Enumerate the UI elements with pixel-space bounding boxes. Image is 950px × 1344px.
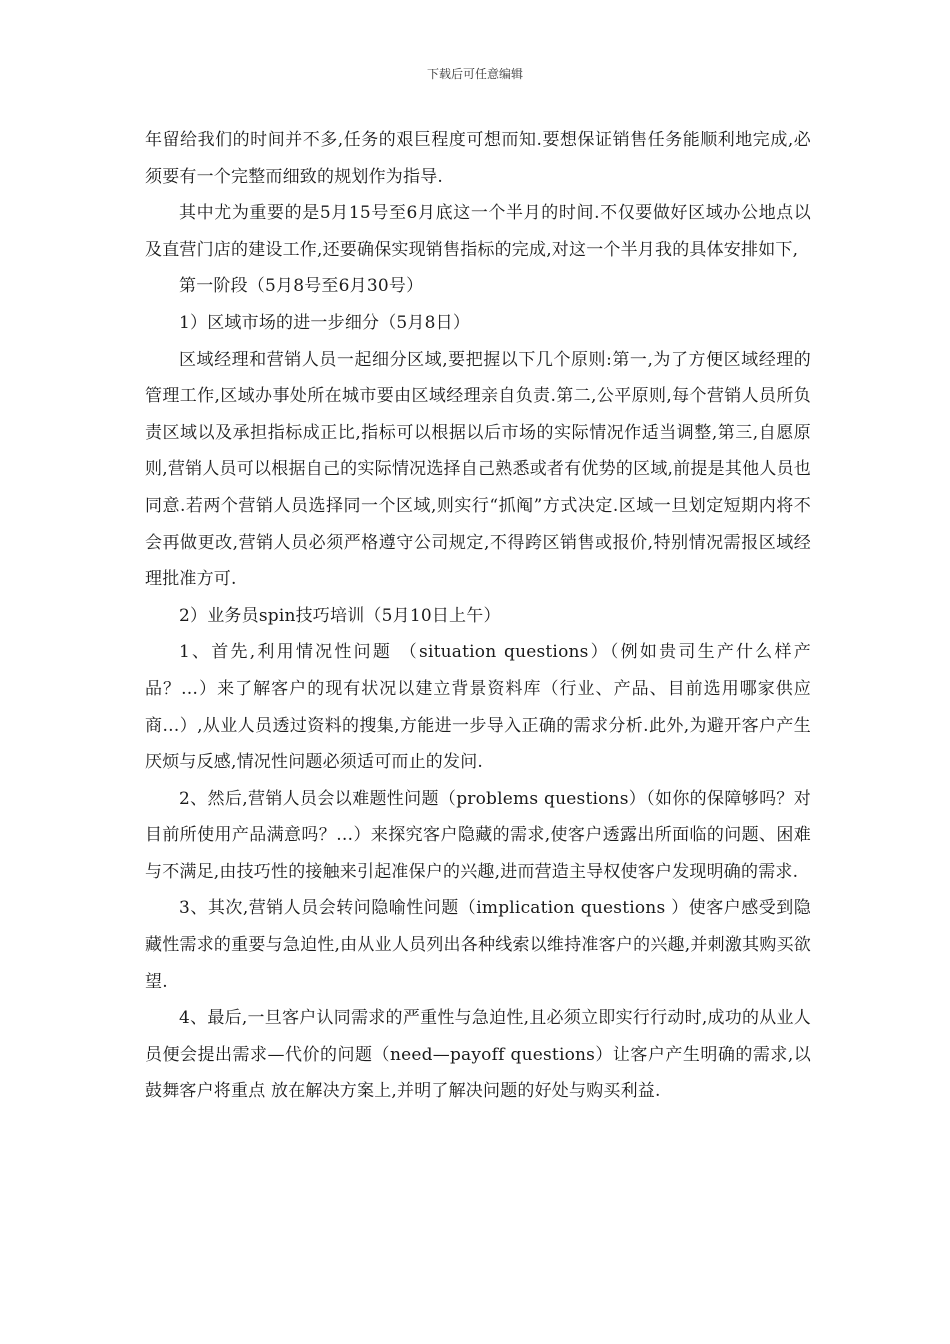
paragraph: 区域经理和营销人员一起细分区域,要把握以下几个原则:第一,为了方便区域经理的管理工作,区域办事处所在城市要由区域经理亲自负责.第二,公平原则,每个营销人员所负责区域以及承担指标成正比,指标可以根据以后市场的实际情况作适当调整,第三,自愿原则,营销人员可以根据自己的实际情况选择自己熟悉或者有优势的区域,前提是其他人员也同意.若两个营销人员选择同一个区域,则实行“抓阄”方式决定.区域一旦划定短期内将不会再做更改,营销人员必须严格遵守公司规定,不得跨区销售或报价,特别情况需报区域经理批准方可. <box>145 349 811 590</box>
subsection-heading: 1）区域市场的进一步细分（5月8日） <box>179 312 471 333</box>
page-header: 下载后可任意编辑 <box>426 67 523 81</box>
paragraph: 2、然后,营销人员会以难题性问题（problems questions）（如你的保障够吗？对目前所使用产品满意吗？…）来探究客户隐藏的需求,使客户透露出所面临的问题、困难与不满足,由技巧性的接触来引起准保户的兴趣,进而营造主导权使客户发现明确的需求. <box>145 788 811 882</box>
paragraph: 4、最后,一旦客户认同需求的严重性与急迫性,且必须立即实行行动时,成功的从业人员便会提出需求—代价的问题（need—payoff questions）让客户产生明确的需求,以鼓舞客户将重点 放在解决方案上,并明了解决问题的好处与购买利益. <box>145 1008 811 1102</box>
paragraph: 年留给我们的时间并不多,任务的艰巨程度可想而知.要想保证销售任务能顺利地完成,必须要有一个完整而细致的规划作为指导. <box>145 130 811 187</box>
paragraph: 1、首先,利用情况性问题 （situation questions）（例如贵司生产什么样产品？…）来了解客户的现有状况以建立背景资料库（行业、产品、目前选用哪家供应商…）,从业人员透过资料的搜集,方能进一步导入正确的需求分析.此外,为避开客户产生厌烦与反感,情况性问题必须适可而止的发问. <box>145 642 811 773</box>
subsection-heading: 2）业务员spin技巧培训（5月10日上午） <box>179 605 501 626</box>
paragraph: 其中尤为重要的是5月15号至6月底这一个半月的时间.不仅要做好区域办公地点以及直营门店的建设工作,还要确保实现销售指标的完成,对这一个半月我的具体安排如下, <box>145 203 811 260</box>
section-heading: 第一阶段（5月8号至6月30号） <box>179 276 424 297</box>
paragraph: 3、其次,营销人员会转问隐喻性问题（implication questions ）使客户感受到隐藏性需求的重要与急迫性,由从业人员列出各种线索以维持准客户的兴趣,并刺激其购买欲望. <box>145 898 811 992</box>
document-body <box>145 122 811 1110</box>
